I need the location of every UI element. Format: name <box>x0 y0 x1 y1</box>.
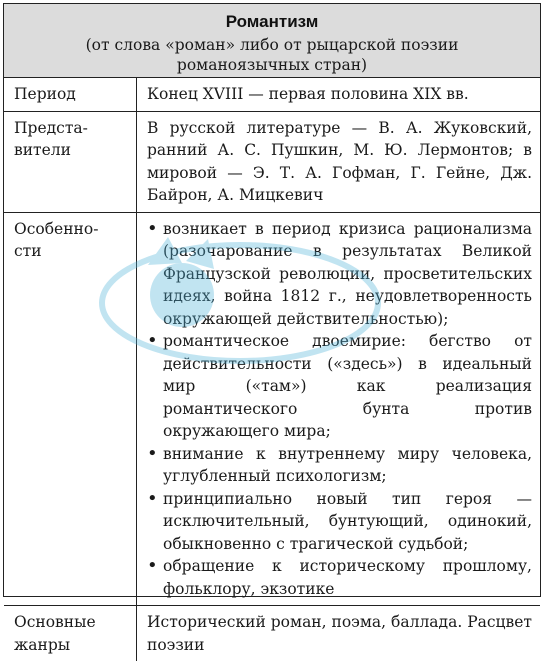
table-row <box>4 212 540 606</box>
table-header <box>4 4 540 78</box>
table-row <box>4 606 540 661</box>
row-label-representatives: Предста- вители <box>4 111 137 212</box>
table-row <box>4 111 540 212</box>
list-item: • обращение к историческому прошлому, фольклору, экзотике <box>147 555 532 600</box>
features-list <box>147 218 532 601</box>
table-body <box>4 78 540 661</box>
row-label-features: Особенно- сти <box>4 212 137 606</box>
row-value-period: Конец XVIII — первая половина XIX вв. <box>137 78 541 111</box>
list-item: • внимание к внутреннему миру человека, углубленный психологизм; <box>147 443 532 488</box>
row-value-representatives: В русской литературе — В. А. Жуковский, ранний А. С. Пушкин, М. Ю. Лермонтов; в мировой — Э. Т. А. Гофман, Г. Гейне, Дж. Байрон, А. Мицкевич <box>137 111 541 212</box>
table-subtitle: (от слова «роман» либо от рыцарской поэзии романоязычных стран) <box>4 35 540 75</box>
table-row <box>4 78 540 111</box>
row-value-genres: Исторический роман, поэма, баллада. Расцвет поэзии <box>137 606 541 661</box>
row-label-period: Период <box>4 78 137 111</box>
list-item: • принципиально новый тип героя — исключительный, бунтующий, одинокий, обыкновенно с трагической судьбой; <box>147 488 532 556</box>
table-title: Романтизм <box>4 12 540 32</box>
romanticism-table <box>3 3 541 597</box>
list-item: • романтическое двоемирие: бегство от действительности («здесь») в идеальный мир («там») как реализация романтического бунта против окружающего мира; <box>147 330 532 443</box>
row-label-genres: Основные жанры <box>4 606 137 661</box>
list-item: • возникает в период кризиса рационализма (разочарование в результатах Великой Французской революции, просветительских идеях, война 1812 г., неудовлетворенность окружающей действительностью); <box>147 218 532 331</box>
row-value-features <box>137 212 541 606</box>
